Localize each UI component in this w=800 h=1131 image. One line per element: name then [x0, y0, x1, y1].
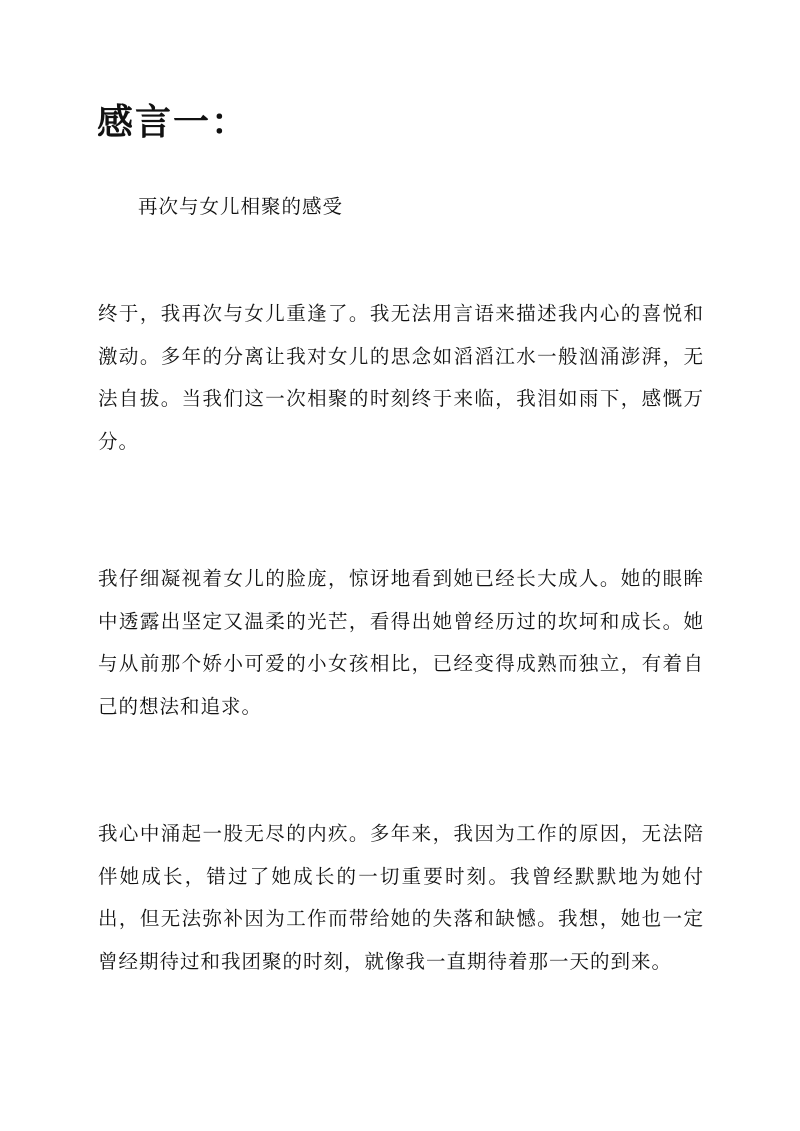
- paragraph-3: 我心中涌起一股无尽的内疚。多年来，我因为工作的原因，无法陪伴她成长，错过了她成长的一切重要时刻。我曾经默默地为她付出，但无法弥补因为工作而带给她的失落和缺憾。我想，她也一定曾经期待过和我团聚的时刻，就像我一直期待着那一天的到来。: [98, 822, 704, 973]
- paragraph-2: 我仔细凝视着女儿的脸庞，惊讶地看到她已经长大成人。她的眼眸中透露出坚定又温柔的光芒，看得出她曾经历过的坎坷和成长。她与从前那个娇小可爱的小女孩相比，已经变得成熟而独立，有着自己的想法和追求。: [98, 567, 704, 718]
- subtitle: 再次与女儿相聚的感受: [138, 195, 344, 218]
- paragraph-1: 终于，我再次与女儿重逢了。我无法用言语来描述我内心的喜悦和激动。多年的分离让我对女儿的思念如滔滔江水一般汹涌澎湃，无法自拔。当我们这一次相聚的时刻终于来临，我泪如雨下，感慨万分。: [98, 302, 704, 453]
- page-title: 感言一：: [97, 101, 250, 143]
